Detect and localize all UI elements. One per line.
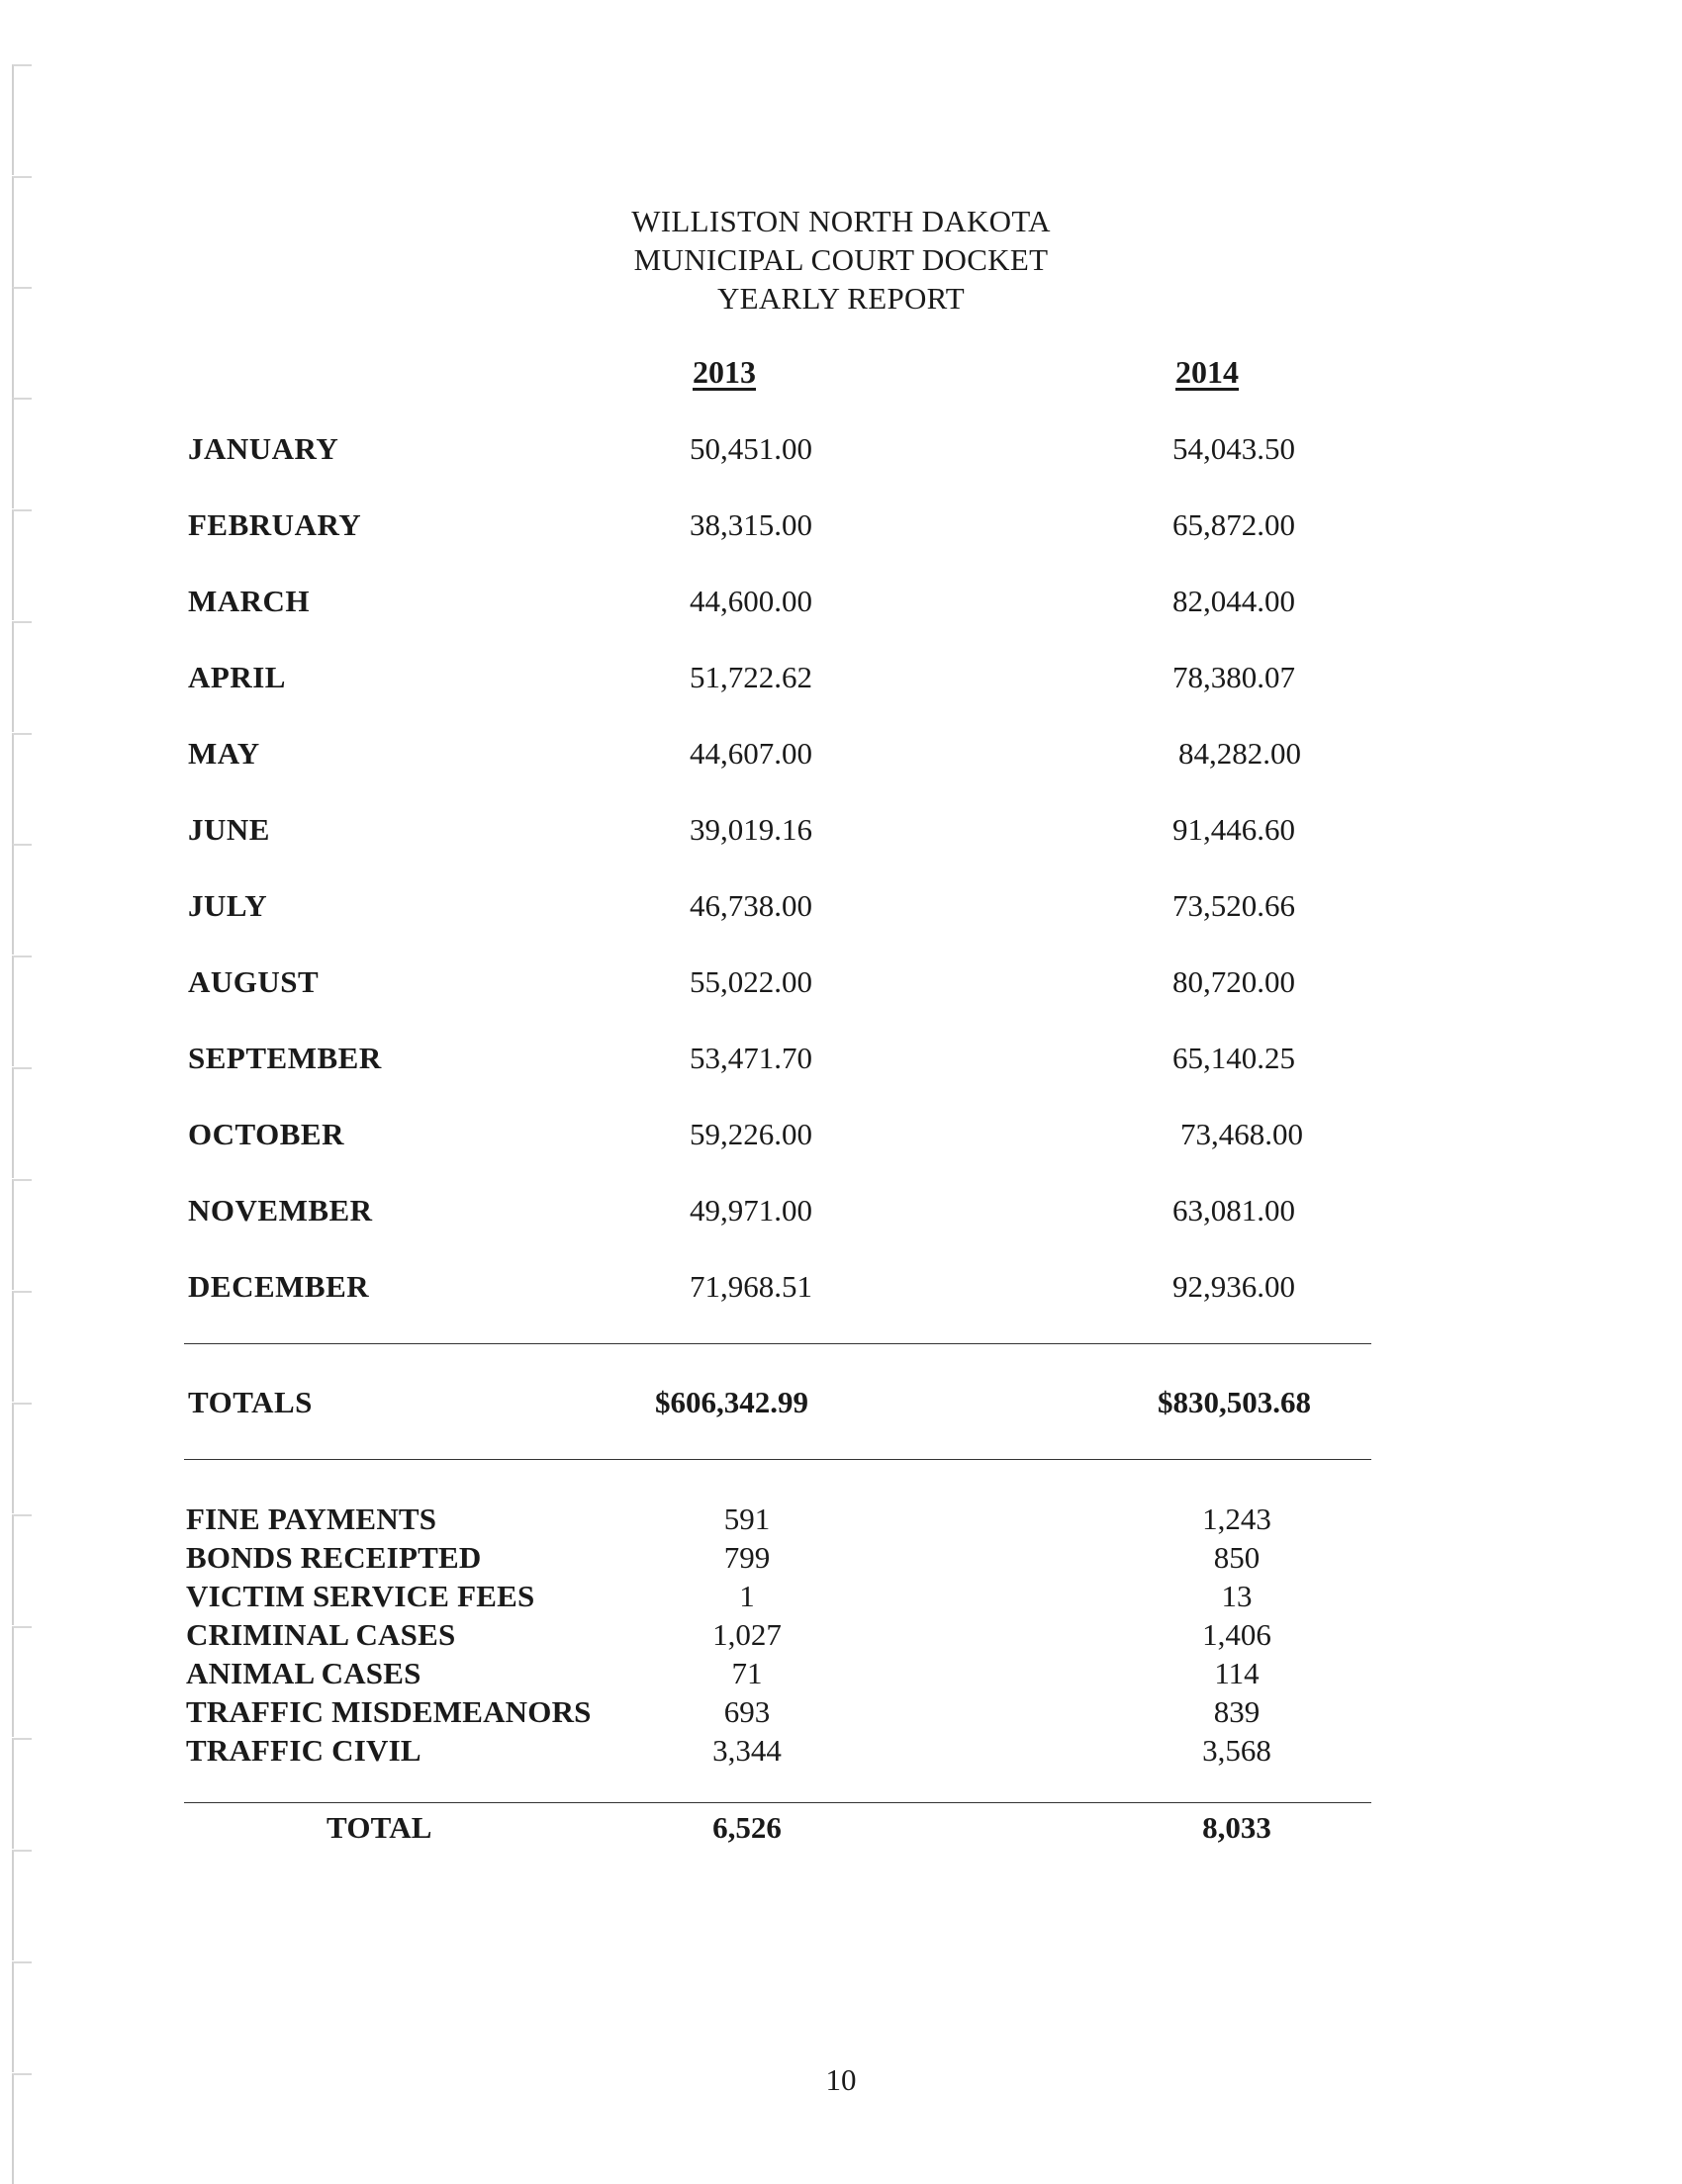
month-label: DECEMBER — [188, 1269, 370, 1304]
stat-value-2014: 850 — [1213, 1540, 1261, 1575]
month-value-2014: 63,081.00 — [1172, 1193, 1295, 1228]
stat-value-2014: 1,406 — [1202, 1617, 1271, 1652]
totals-row — [0, 1385, 1682, 1424]
stat-row — [0, 1502, 1682, 1539]
stat-row — [0, 1617, 1682, 1655]
stat-label: FINE PAYMENTS — [186, 1502, 437, 1536]
binder-mark — [12, 1961, 32, 2072]
stat-label: BONDS RECEIPTED — [186, 1540, 482, 1575]
month-label: JANUARY — [188, 431, 339, 466]
title-line-2: MUNICIPAL COURT DOCKET — [633, 242, 1049, 277]
grand-total-label: TOTAL — [327, 1810, 432, 1845]
month-value-2013: 55,022.00 — [690, 964, 812, 999]
month-value-2014: 65,872.00 — [1172, 507, 1295, 542]
column-header-2014: 2014 — [1175, 354, 1239, 390]
divider-rule — [184, 1802, 1371, 1803]
title-line-3: YEARLY REPORT — [716, 281, 966, 316]
month-value-2013: 50,451.00 — [690, 431, 812, 466]
month-row — [0, 1193, 1682, 1232]
month-value-2013: 59,226.00 — [690, 1117, 812, 1151]
month-row — [0, 964, 1682, 1004]
month-value-2014: 73,468.00 — [1180, 1117, 1303, 1151]
totals-value-2013: $606,342.99 — [655, 1385, 808, 1419]
column-header-2013: 2013 — [693, 354, 756, 390]
month-label: JULY — [188, 888, 268, 923]
month-row — [0, 1041, 1682, 1080]
month-label: OCTOBER — [188, 1117, 344, 1151]
month-value-2014: 82,044.00 — [1172, 584, 1295, 618]
month-row — [0, 660, 1682, 699]
stat-value-2013: 693 — [723, 1694, 771, 1729]
month-label: JUNE — [188, 812, 270, 847]
stat-value-2013: 799 — [723, 1540, 771, 1575]
month-value-2014: 73,520.66 — [1172, 888, 1295, 923]
stat-value-2014: 3,568 — [1202, 1733, 1271, 1768]
stat-row — [0, 1579, 1682, 1616]
stat-value-2014: 839 — [1213, 1694, 1261, 1729]
month-label: SEPTEMBER — [188, 1041, 382, 1075]
month-value-2013: 46,738.00 — [690, 888, 812, 923]
month-value-2013: 49,971.00 — [690, 1193, 812, 1228]
binder-mark — [12, 1850, 32, 1960]
month-value-2013: 71,968.51 — [690, 1269, 812, 1304]
report-title — [0, 202, 1682, 318]
month-value-2014: 65,140.25 — [1172, 1041, 1295, 1075]
stat-label: TRAFFIC CIVIL — [186, 1733, 421, 1768]
month-row — [0, 1269, 1682, 1309]
stat-value-2014: 114 — [1214, 1656, 1260, 1690]
stat-label: VICTIM SERVICE FEES — [186, 1579, 535, 1613]
month-value-2014: 84,282.00 — [1178, 736, 1301, 771]
month-value-2013: 39,019.16 — [690, 812, 812, 847]
stat-row — [0, 1656, 1682, 1693]
stat-value-2013: 1,027 — [712, 1617, 782, 1652]
month-value-2014: 91,446.60 — [1172, 812, 1295, 847]
month-label: APRIL — [188, 660, 286, 694]
totals-label: TOTALS — [188, 1385, 313, 1419]
month-label: MAY — [188, 736, 260, 771]
month-row — [0, 1117, 1682, 1156]
divider-rule — [184, 1343, 1371, 1344]
month-label: MARCH — [188, 584, 311, 618]
month-value-2014: 80,720.00 — [1172, 964, 1295, 999]
binder-mark — [12, 64, 32, 175]
month-value-2014: 78,380.07 — [1172, 660, 1295, 694]
month-value-2013: 53,471.70 — [690, 1041, 812, 1075]
title-line-1: WILLISTON NORTH DAKOTA — [631, 204, 1051, 238]
stat-label: ANIMAL CASES — [186, 1656, 421, 1690]
page-number: 10 — [825, 2062, 857, 2097]
month-row — [0, 736, 1682, 775]
divider-rule — [184, 1459, 1371, 1460]
month-value-2013: 38,315.00 — [690, 507, 812, 542]
grand-total-value-2014: 8,033 — [1202, 1810, 1271, 1845]
month-value-2013: 44,600.00 — [690, 584, 812, 618]
month-label: FEBRUARY — [188, 507, 362, 542]
grand-total-value-2013: 6,526 — [712, 1810, 782, 1845]
stat-value-2014: 13 — [1221, 1579, 1253, 1613]
stat-row — [0, 1733, 1682, 1771]
stat-value-2013: 3,344 — [712, 1733, 782, 1768]
month-value-2013: 51,722.62 — [690, 660, 812, 694]
stat-label: TRAFFIC MISDEMEANORS — [186, 1694, 592, 1729]
month-value-2014: 92,936.00 — [1172, 1269, 1295, 1304]
month-value-2013: 44,607.00 — [690, 736, 812, 771]
stat-row — [0, 1540, 1682, 1578]
month-row — [0, 888, 1682, 928]
month-label: AUGUST — [188, 964, 320, 999]
month-row — [0, 507, 1682, 547]
month-row — [0, 431, 1682, 471]
stat-label: CRIMINAL CASES — [186, 1617, 456, 1652]
stat-value-2013: 1 — [739, 1579, 755, 1613]
stat-value-2013: 591 — [723, 1502, 771, 1536]
stat-value-2014: 1,243 — [1202, 1502, 1271, 1536]
month-value-2014: 54,043.50 — [1172, 431, 1295, 466]
stat-value-2013: 71 — [731, 1656, 763, 1690]
month-row — [0, 584, 1682, 623]
month-row — [0, 812, 1682, 852]
grand-total-row — [0, 1810, 1682, 1848]
totals-value-2014: $830,503.68 — [1158, 1385, 1311, 1419]
month-label: NOVEMBER — [188, 1193, 373, 1228]
stat-row — [0, 1694, 1682, 1732]
